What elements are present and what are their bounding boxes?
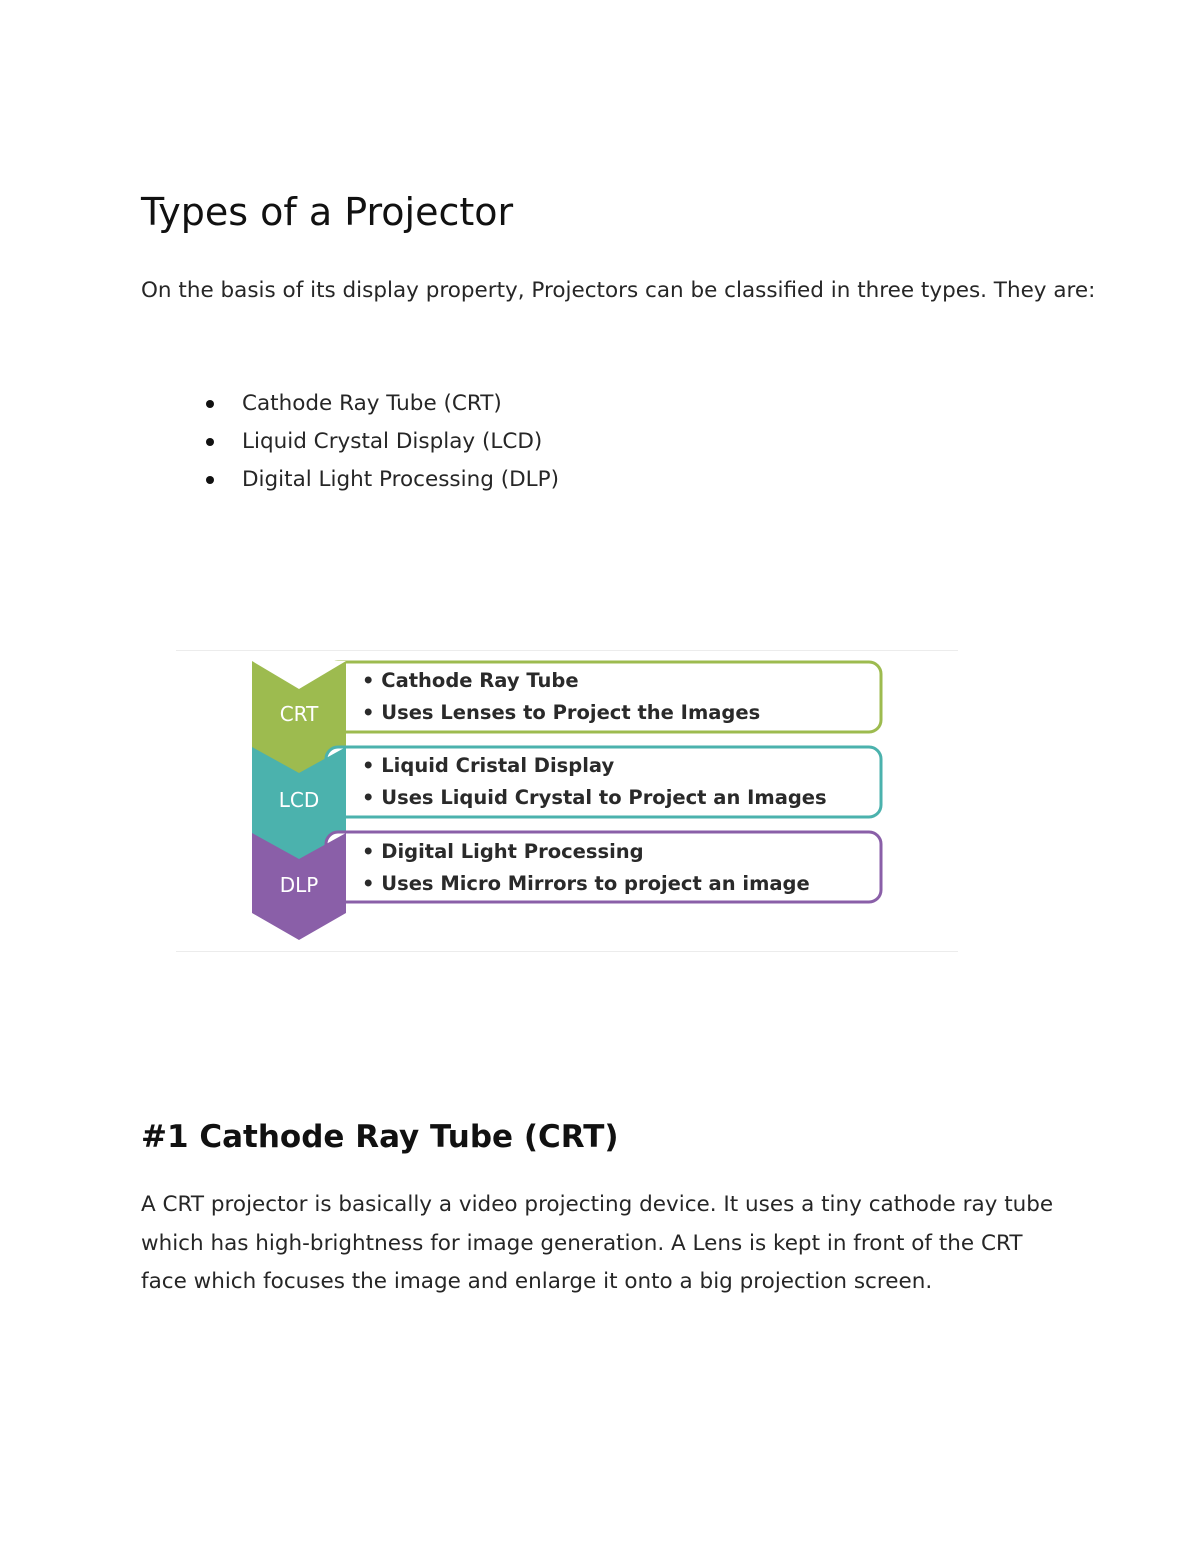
section-heading: #1 Cathode Ray Tube (CRT) bbox=[141, 1119, 619, 1155]
crt-code-label: CRT bbox=[279, 702, 319, 726]
lcd-code-label: LCD bbox=[278, 788, 320, 812]
list-item bbox=[141, 423, 559, 461]
dlp-line-2: • Uses Micro Mirrors to project an image bbox=[362, 872, 810, 895]
diagram-row-dlp bbox=[252, 832, 881, 940]
crt-line-2: • Uses Lenses to Project the Images bbox=[362, 701, 761, 724]
list-item bbox=[141, 385, 559, 423]
projector-types-list bbox=[141, 385, 559, 499]
crt-line-1: • Cathode Ray Tube bbox=[362, 669, 579, 692]
lcd-line-2: • Uses Liquid Crystal to Project an Images bbox=[362, 786, 827, 809]
section-paragraph: A CRT projector is basically a video projecting device. It uses a tiny cathode ray tube which has high-brightness for image generation. A Lens is kept in front of the CRT face which focuses the image and enlarge it onto a big projection screen. bbox=[141, 1192, 1054, 1294]
list-item-label: Liquid Crystal Display (LCD) bbox=[242, 429, 543, 454]
page-title: Types of a Projector bbox=[141, 190, 514, 234]
list-item-label: Cathode Ray Tube (CRT) bbox=[242, 391, 502, 416]
dlp-code-label: DLP bbox=[279, 873, 319, 897]
bullet-icon bbox=[206, 400, 214, 408]
lcd-line-1: • Liquid Cristal Display bbox=[362, 754, 615, 777]
bullet-icon bbox=[206, 476, 214, 484]
bullet-icon bbox=[206, 438, 214, 446]
intro-paragraph: On the basis of its display property, Projectors can be classified in three types. They are: bbox=[141, 278, 1096, 303]
diagram-svg bbox=[176, 651, 958, 953]
list-item bbox=[141, 461, 559, 499]
list-item-label: Digital Light Processing (DLP) bbox=[242, 467, 559, 492]
dlp-line-1: • Digital Light Processing bbox=[362, 840, 644, 863]
projector-types-diagram bbox=[176, 650, 958, 952]
